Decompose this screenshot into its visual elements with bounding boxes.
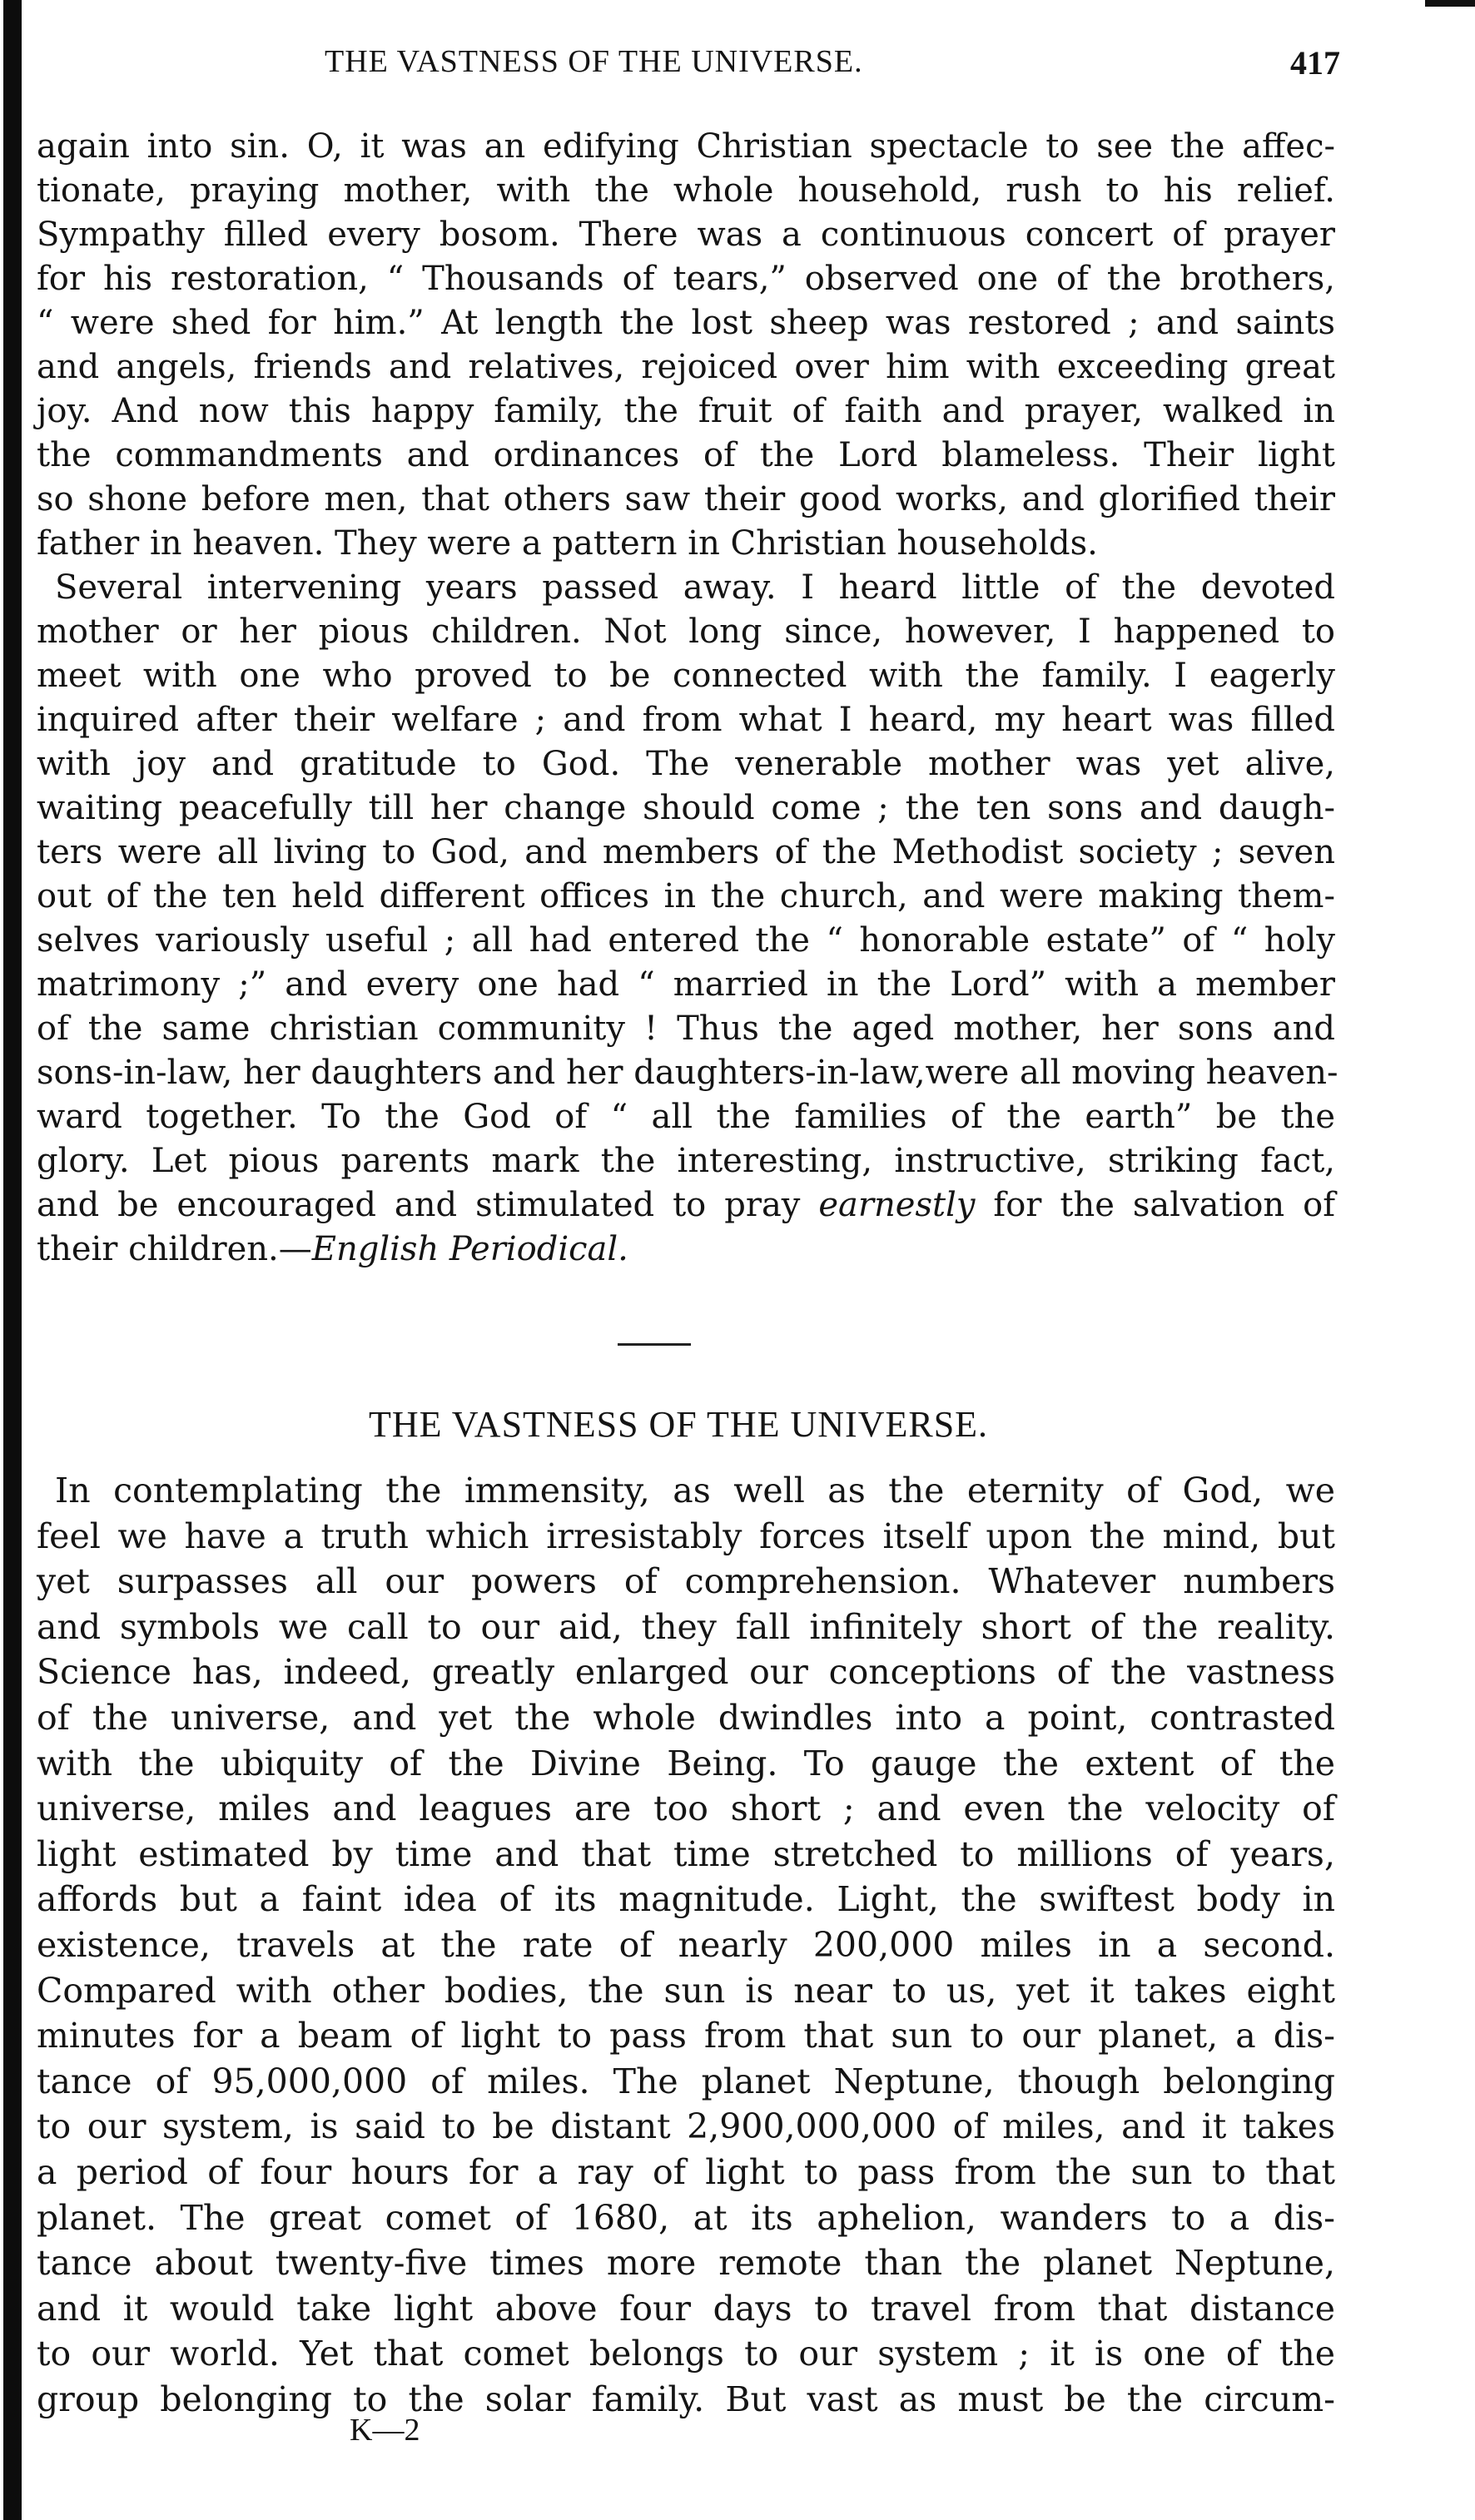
text-line: minutes for a beam of light to pass from that sun to our planet, a dis- <box>37 2016 1335 2056</box>
running-title: THE VASTNESS OF THE UNIVERSE. <box>325 44 863 79</box>
text-line: matrimony ;” and every one had “ married in the Lord” with a member <box>37 965 1335 1004</box>
text-line: father in heaven. They were a pattern in Christian households. <box>37 524 1098 563</box>
text-line: for his restoration, “ Thousands of tears,” observed one of the brothers, <box>37 260 1335 298</box>
text-line: existence, travels at the rate of nearly 200,000 miles in a second. <box>37 1924 1335 1965</box>
signature-mark: K—2 <box>350 2413 420 2448</box>
text-line: out of the ten held different offices in the church, and were making them- <box>37 877 1335 915</box>
text-line: Science has, indeed, greatly enlarged our conceptions of the vastness <box>37 1652 1335 1693</box>
article-title: THE VASTNESS OF THE UNIVERSE. <box>368 1404 989 1445</box>
text-line: ward together. To the God of “ all the families of the earth” be the <box>37 1098 1335 1136</box>
text-line: universe, miles and leagues are too short ; and even the velocity of <box>37 1788 1335 1829</box>
text-line: of the universe, and yet the whole dwindles into a point, contrasted <box>37 1697 1335 1738</box>
article-body <box>37 1468 1335 2422</box>
text-line: glory. Let pious parents mark the interesting, instructive, striking fact, <box>37 1142 1335 1180</box>
text-line: joy. And now this happy family, the fruit of faith and prayer, walked in <box>37 392 1335 430</box>
text-line: mother or her pious children. Not long since, however, I happened to <box>37 613 1335 651</box>
text-line: selves variously useful ; all had entered the “ honorable estate” of “ holy <box>37 921 1335 960</box>
page-number: 417 <box>1290 44 1340 82</box>
text-line: so shone before men, that others saw their good works, and glorified their <box>37 480 1335 518</box>
running-header <box>325 43 1340 93</box>
text-line: tionate, praying mother, with the whole household, rush to his relief. <box>37 171 1335 210</box>
text-line <box>37 1183 1335 1228</box>
text-line: to our world. Yet that comet belongs to our system ; it is one of the <box>37 2334 1335 2374</box>
text-line: Compared with other bodies, the sun is near to us, yet it takes eight <box>37 1970 1335 2011</box>
text-line: light estimated by time and that time stretched to millions of years, <box>37 1833 1335 1874</box>
text-line: Sympathy filled every bosom. There was a continuous concert of prayer <box>37 216 1335 254</box>
text-fragment: for the salvation of <box>975 1186 1336 1224</box>
text-line: the commandments and ordinances of the Lord blameless. Their light <box>37 436 1335 474</box>
text-line: planet. The great comet of 1680, at its aphelion, wanders to a dis- <box>37 2197 1335 2238</box>
text-fragment: their children.— <box>37 1230 312 1268</box>
binding-gutter <box>0 0 33 2520</box>
text-line: waiting peacefully till her change should come ; the ten sons and daugh- <box>37 789 1335 827</box>
text-line: and angels, friends and relatives, rejoiced over him with exceeding great <box>37 348 1335 386</box>
text-fragment: and be encouraged and stimulated to pray <box>37 1186 801 1224</box>
text-line: ters were all living to God, and members of the Methodist society ; seven <box>37 833 1335 871</box>
closing-line <box>37 1228 1335 1272</box>
text-line: feel we have a truth which irresistably forces itself upon the mind, but <box>37 1515 1335 1556</box>
text-line: “ were shed for him.” At length the lost sheep was restored ; and saints <box>37 304 1335 342</box>
text-line: tance of 95,000,000 of miles. The planet Neptune, though belonging <box>37 2061 1335 2101</box>
text-line: and symbols we call to our aid, they fall infinitely short of the reality. <box>37 1606 1335 1647</box>
text-line: affords but a faint idea of its magnitude. Light, the swiftest body in <box>37 1879 1335 1920</box>
text-line: to our system, is said to be distant 2,900,000,000 of miles, and it takes <box>37 2106 1335 2147</box>
text-line: tance about twenty-five times more remote than the planet Neptune, <box>37 2243 1335 2284</box>
text-line: sons-in-law, her daughters and her daughters-in-law,were all moving heaven- <box>37 1054 1338 1092</box>
text-line: with the ubiquity of the Divine Being. To gauge the extent of the <box>37 1743 1335 1783</box>
article-continued <box>37 125 1338 1272</box>
binding-shadow <box>3 0 22 2520</box>
text-line: In contemplating the immensity, as well as the eternity of God, we <box>55 1471 1335 1511</box>
text-line: and it would take light above four days to travel from that distance <box>37 2288 1335 2329</box>
emphasis-word: earnestly <box>818 1186 976 1224</box>
text-line: again into sin. O, it was an edifying Christian spectacle to see the affec- <box>37 127 1335 166</box>
article-source: English Periodical. <box>311 1230 628 1268</box>
scan-corner-mark <box>1425 0 1475 7</box>
text-line: meet with one who proved to be connected with the family. I eagerly <box>37 657 1335 695</box>
text-line: a period of four hours for a ray of light to pass from the sun to that <box>37 2151 1335 2192</box>
text-line: Several intervening years passed away. I heard little of the devoted <box>55 568 1335 607</box>
text-line: inquired after their welfare ; and from what I heard, my heart was filled <box>37 701 1335 739</box>
text-line: with joy and gratitude to God. The venerable mother was yet alive, <box>37 745 1335 783</box>
text-line: group belonging to the solar family. But vast as must be the circum- <box>37 2379 1335 2419</box>
text-line: of the same christian community ! Thus the aged mother, her sons and <box>37 1009 1335 1048</box>
section-divider <box>618 1343 691 1346</box>
text-line: yet surpasses all our powers of comprehension. Whatever numbers <box>37 1561 1335 1602</box>
